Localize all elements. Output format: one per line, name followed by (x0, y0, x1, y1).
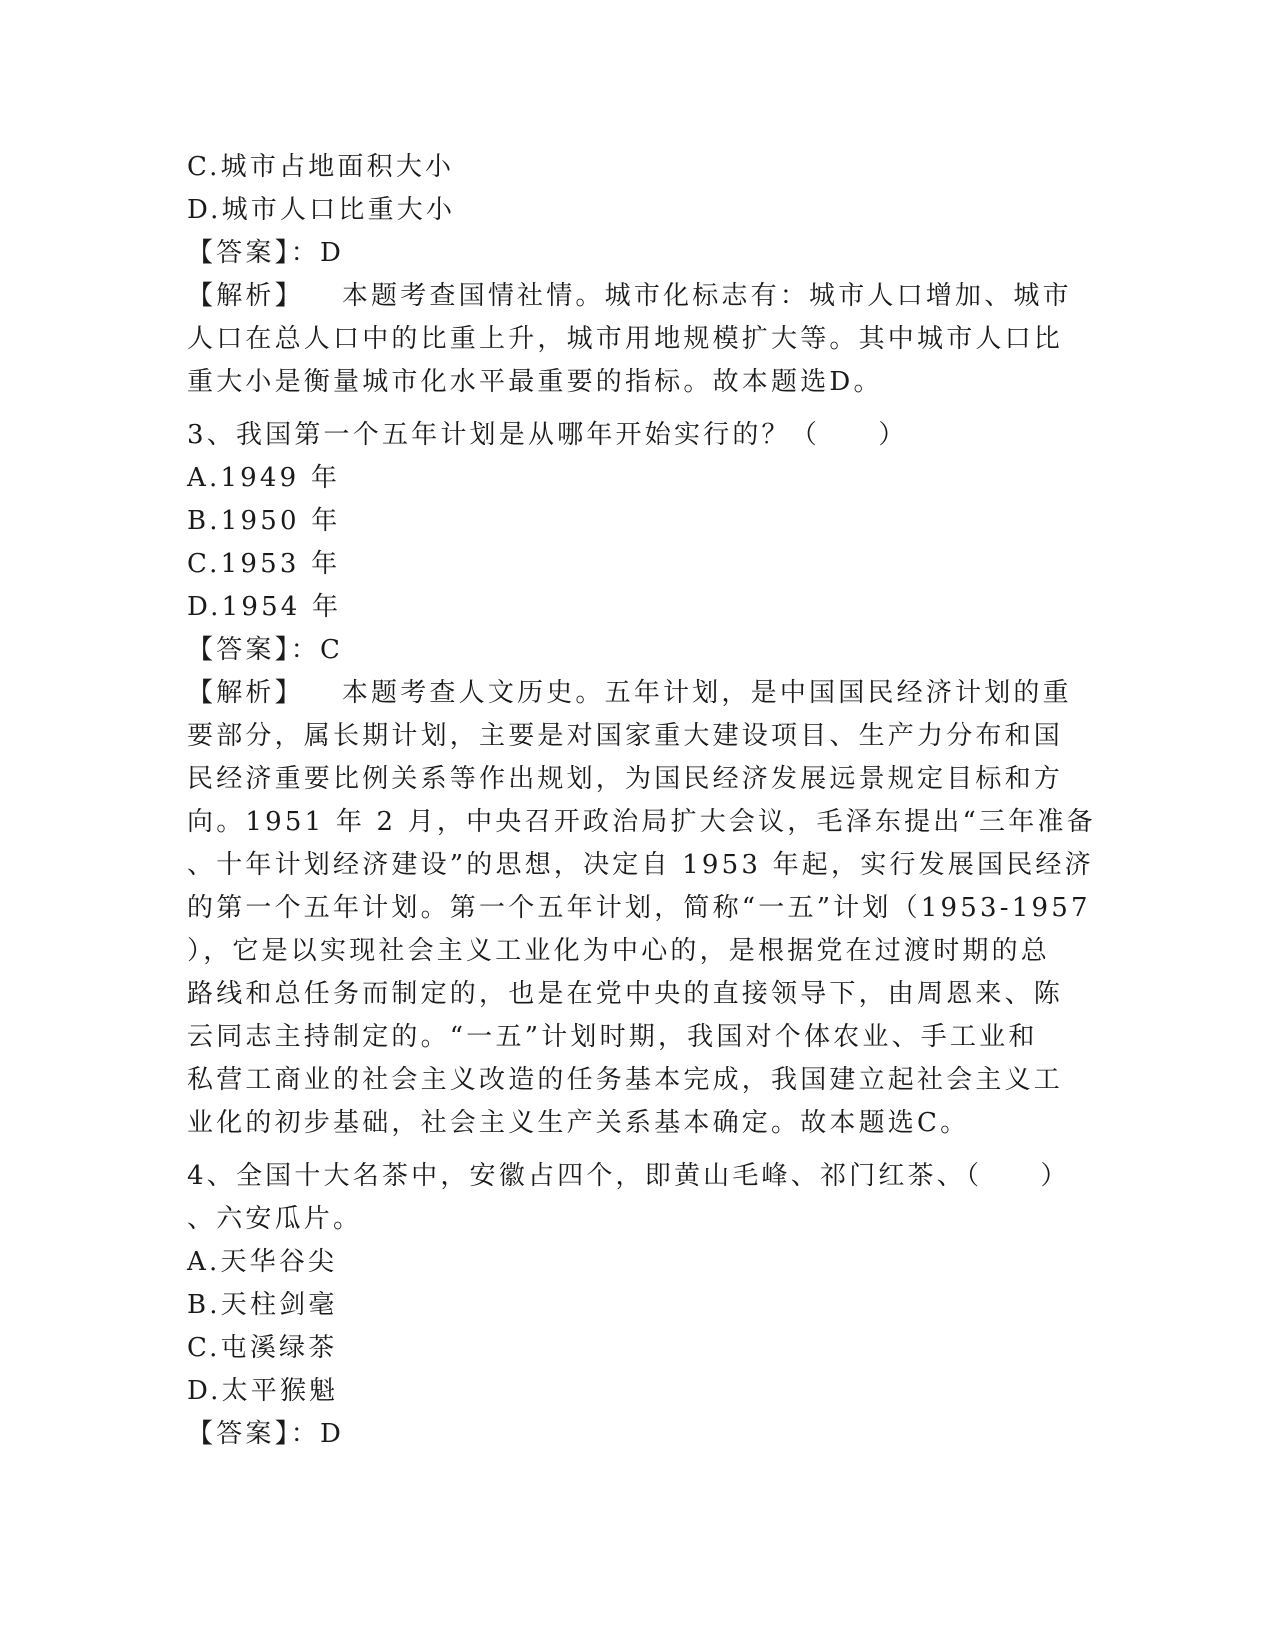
q3-analysis-label: 【解析】 (187, 678, 304, 708)
q2-option-c: C.城市占地面积大小 (187, 152, 455, 182)
q4-question-line-1: 4、全国十大名茶中，安徽占四个，即黄山毛峰、祁门红茶、（ ） (187, 1161, 1070, 1191)
q3-option-c: C.1953 年 (187, 549, 341, 579)
q2-analysis-line-3: 重大小是衡量城市化水平最重要的指标。故本题选D。 (187, 367, 883, 397)
q3-analysis-line-2: 要部分，属长期计划，主要是对国家重大建设项目、生产力分布和国 (187, 721, 1064, 751)
q4-answer: 【答案】：D (187, 1419, 345, 1449)
q3-option-a: A.1949 年 (187, 463, 341, 493)
q3-analysis-line-1: 【解析】 本题考查人文历史。五年计划，是中国国民经济计划的重 (187, 678, 1072, 708)
q4-question (187, 1155, 1087, 1241)
q3-analysis (187, 672, 1096, 1145)
q3-analysis-line-11: 业化的初步基础，社会主义生产关系基本确定。故本题选C。 (187, 1108, 970, 1138)
q3-option-b: B.1950 年 (187, 506, 341, 536)
q2-option-d: D.城市人口比重大小 (187, 195, 456, 225)
document-page (187, 146, 1096, 1456)
q3-question: 3、我国第一个五年计划是从哪年开始实行的？（ ） (187, 420, 908, 450)
q3-analysis-line-4: 向。1951 年 2 月，中央召开政治局扩大会议，毛泽东提出“三年准备 (187, 807, 1096, 837)
q4-option-c: C.屯溪绿茶 (187, 1333, 338, 1363)
q3-analysis-line-5: 、十年计划经济建设”的思想，决定自 1953 年起，实行发展国民经济 (187, 850, 1094, 880)
q3-analysis-line-10: 私营工商业的社会主义改造的任务基本完成，我国建立起社会主义工 (187, 1065, 1064, 1095)
q3-analysis-line-3: 民经济重要比例关系等作出规划，为国民经济发展远景规定目标和方 (187, 764, 1064, 794)
q3-option-d: D.1954 年 (187, 592, 342, 622)
q4-option-d: D.太平猴魁 (187, 1376, 339, 1406)
q4-question-line-2: 、六安瓜片。 (187, 1204, 363, 1234)
q2-analysis-label: 【解析】 (187, 281, 304, 311)
q2-answer: 【答案】：D (187, 238, 345, 268)
q2-analysis-line-2: 人口在总人口中的比重上升，城市用地规模扩大等。其中城市人口比 (187, 324, 1064, 354)
q3-answer: 【答案】：C (187, 635, 344, 665)
q4-option-b: B.天柱剑毫 (187, 1290, 338, 1320)
q3-analysis-line-8: 路线和总任务而制定的，也是在党中央的直接领导下，由周恩来、陈 (187, 979, 1064, 1009)
q2-analysis-line-1: 【解析】 本题考查国情社情。城市化标志有：城市人口增加、城市 (187, 281, 1072, 311)
q2-analysis (187, 275, 1087, 404)
q3-analysis-line-6: 的第一个五年计划。第一个五年计划，简称“一五”计划（1953-1957 (187, 893, 1091, 923)
q4-option-a: A.天华谷尖 (187, 1247, 338, 1277)
q3-analysis-line-7: ），它是以实现社会主义工业化为中心的，是根据党在过渡时期的总 (187, 936, 1051, 966)
q3-analysis-line-9: 云同志主持制定的。“一五”计划时期，我国对个体农业、手工业和 (187, 1022, 1038, 1052)
